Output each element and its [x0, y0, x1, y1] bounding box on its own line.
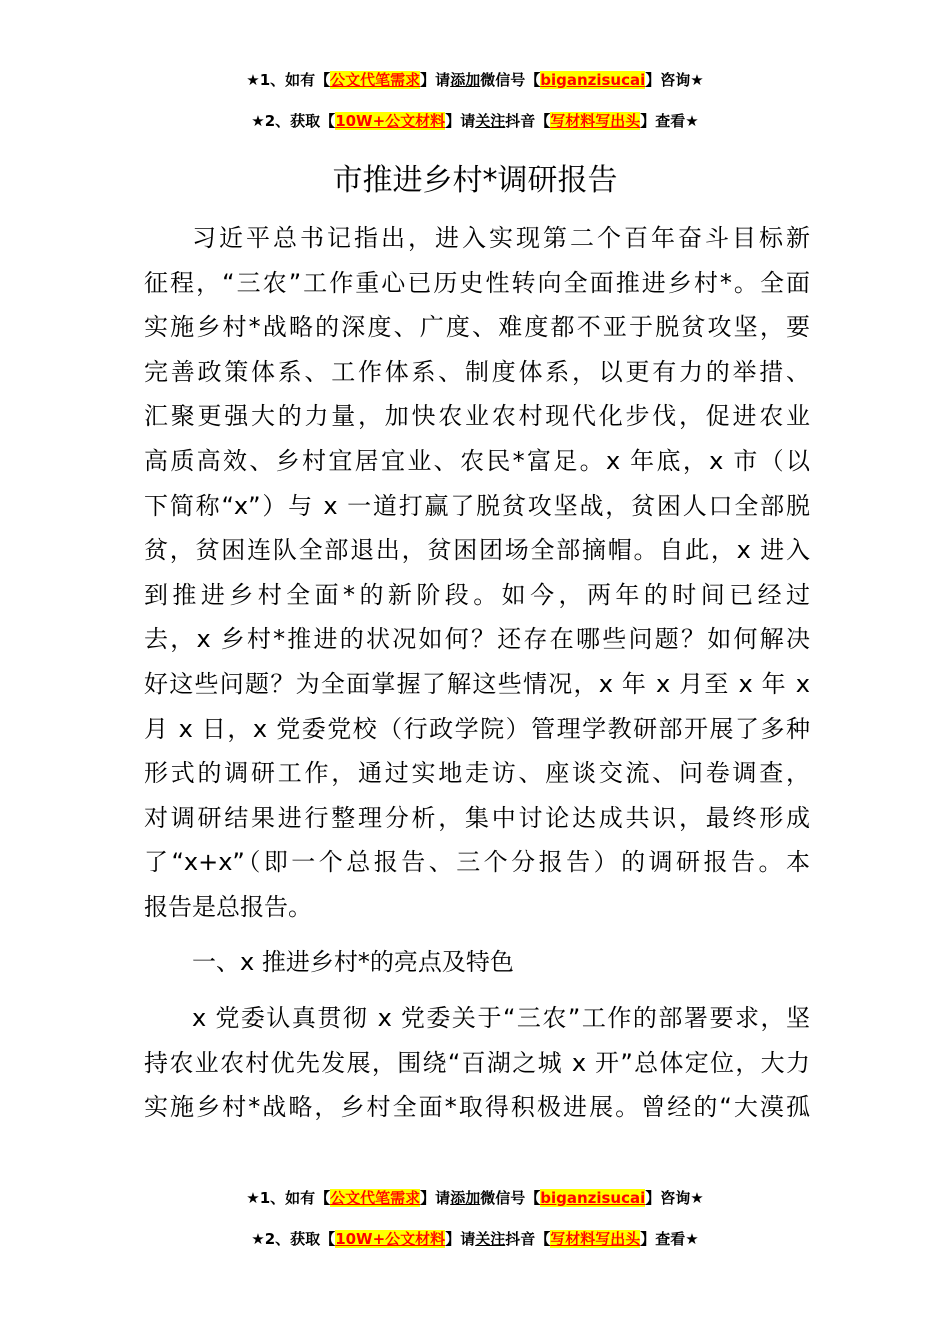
notice-text: 】咨询★ [645, 71, 704, 89]
notice-text: 抖音【 [505, 1230, 551, 1248]
text-line: 持农业农村优先发展，围绕“百湖之城 x 开”总体定位，大力 [144, 1048, 810, 1077]
text-line: 汇聚更强大的力量，加快农业农村现代化步伐，促进农业 [144, 402, 810, 431]
text-line: 对调研结果进行整理分析，集中讨论达成共识，最终形成 [144, 803, 810, 832]
notice-text: 】咨询★ [645, 1189, 704, 1207]
text-line: 了“x+x”（即一个总报告、三个分报告）的调研报告。本 [144, 848, 810, 877]
douyin-id: 写材料写出头 [550, 1230, 641, 1248]
notice-text: 】请 [445, 1230, 476, 1248]
notice-text: 】查看★ [640, 1230, 699, 1248]
text-line: 实施乡村*战略，乡村全面*取得积极进展。曾经的“大漠孤 [144, 1093, 810, 1122]
text-line: 高质高效、乡村宜居宜业、农民*富足。x 年底，x 市（以 [144, 446, 810, 475]
notice-underline: 添加 [450, 1189, 481, 1207]
notice-text: 微信号【 [480, 71, 541, 89]
section-heading [144, 940, 810, 985]
text-line: 征程，“三农”工作重心已历史性转向全面推进乡村*。全面 [144, 268, 810, 297]
wechat-id: biganzisucai [540, 1189, 646, 1207]
notice-highlight: 10W+公文材料 [335, 112, 446, 130]
notice-text: ★2、获取【 [251, 1230, 336, 1248]
notice-text: ★2、获取【 [251, 112, 336, 130]
notice-underline: 关注 [475, 112, 506, 130]
notice-text: 】查看★ [640, 112, 699, 130]
notice-highlight: 公文代笔需求 [330, 1189, 421, 1207]
text-line: 实施乡村*战略的深度、广度、难度都不亚于脱贫攻坚，要 [144, 313, 810, 342]
text-line: 习近平总书记指出，进入实现第二个百年奋斗目标新 [192, 224, 810, 252]
notice-underline: 关注 [475, 1230, 506, 1248]
text-line: 形式的调研工作，通过实地走访、座谈交流、问卷调查， [144, 759, 810, 788]
text-line: 好这些问题？为全面掌握了解这些情况，x 年 x 月至 x 年 x [144, 669, 810, 698]
notice-highlight: 公文代笔需求 [330, 71, 421, 89]
text-line: x 党委认真贯彻 x 党委关于“三农”工作的部署要求，坚 [192, 1004, 810, 1032]
text-line: 贫，贫困连队全部退出，贫困团场全部摘帽。自此，x 进入 [144, 536, 810, 565]
notice-highlight: 10W+公文材料 [335, 1230, 446, 1248]
notice-text: ★1、如有【 [246, 71, 331, 89]
text-line: 报告是总报告。 [144, 892, 312, 921]
notice-text: 】请 [420, 1189, 451, 1207]
notice-text: ★1、如有【 [246, 1189, 331, 1207]
text-line: 下简称“x”）与 x 一道打赢了脱贫攻坚战，贫困人口全部脱 [144, 491, 810, 520]
heading-text: 一、x 推进乡村*的亮点及特色 [192, 948, 514, 976]
header-notice-2 [0, 111, 950, 131]
document-title: 市推进乡村*调研报告 [332, 163, 618, 198]
footer-notice-2 [0, 1229, 950, 1249]
notice-text: 抖音【 [505, 112, 551, 130]
notice-text: 微信号【 [480, 1189, 541, 1207]
wechat-id: biganzisucai [540, 71, 646, 89]
notice-text: 】请 [420, 71, 451, 89]
notice-underline: 添加 [450, 71, 481, 89]
paragraph-section-1 [144, 996, 810, 1130]
text-line: 去，x 乡村*推进的状况如何？还存在哪些问题？如何解决 [144, 625, 810, 654]
paragraph-intro [144, 216, 810, 930]
text-line: 完善政策体系、工作体系、制度体系，以更有力的举措、 [144, 357, 810, 386]
text-line: 月 x 日，x 党委党校（行政学院）管理学教研部开展了多种 [144, 714, 810, 743]
text-line: 到推进乡村全面*的新阶段。如今，两年的时间已经过 [144, 580, 810, 609]
header-notice-1 [0, 70, 950, 90]
douyin-id: 写材料写出头 [550, 112, 641, 130]
notice-text: 】请 [445, 112, 476, 130]
footer-notice-1 [0, 1188, 950, 1208]
